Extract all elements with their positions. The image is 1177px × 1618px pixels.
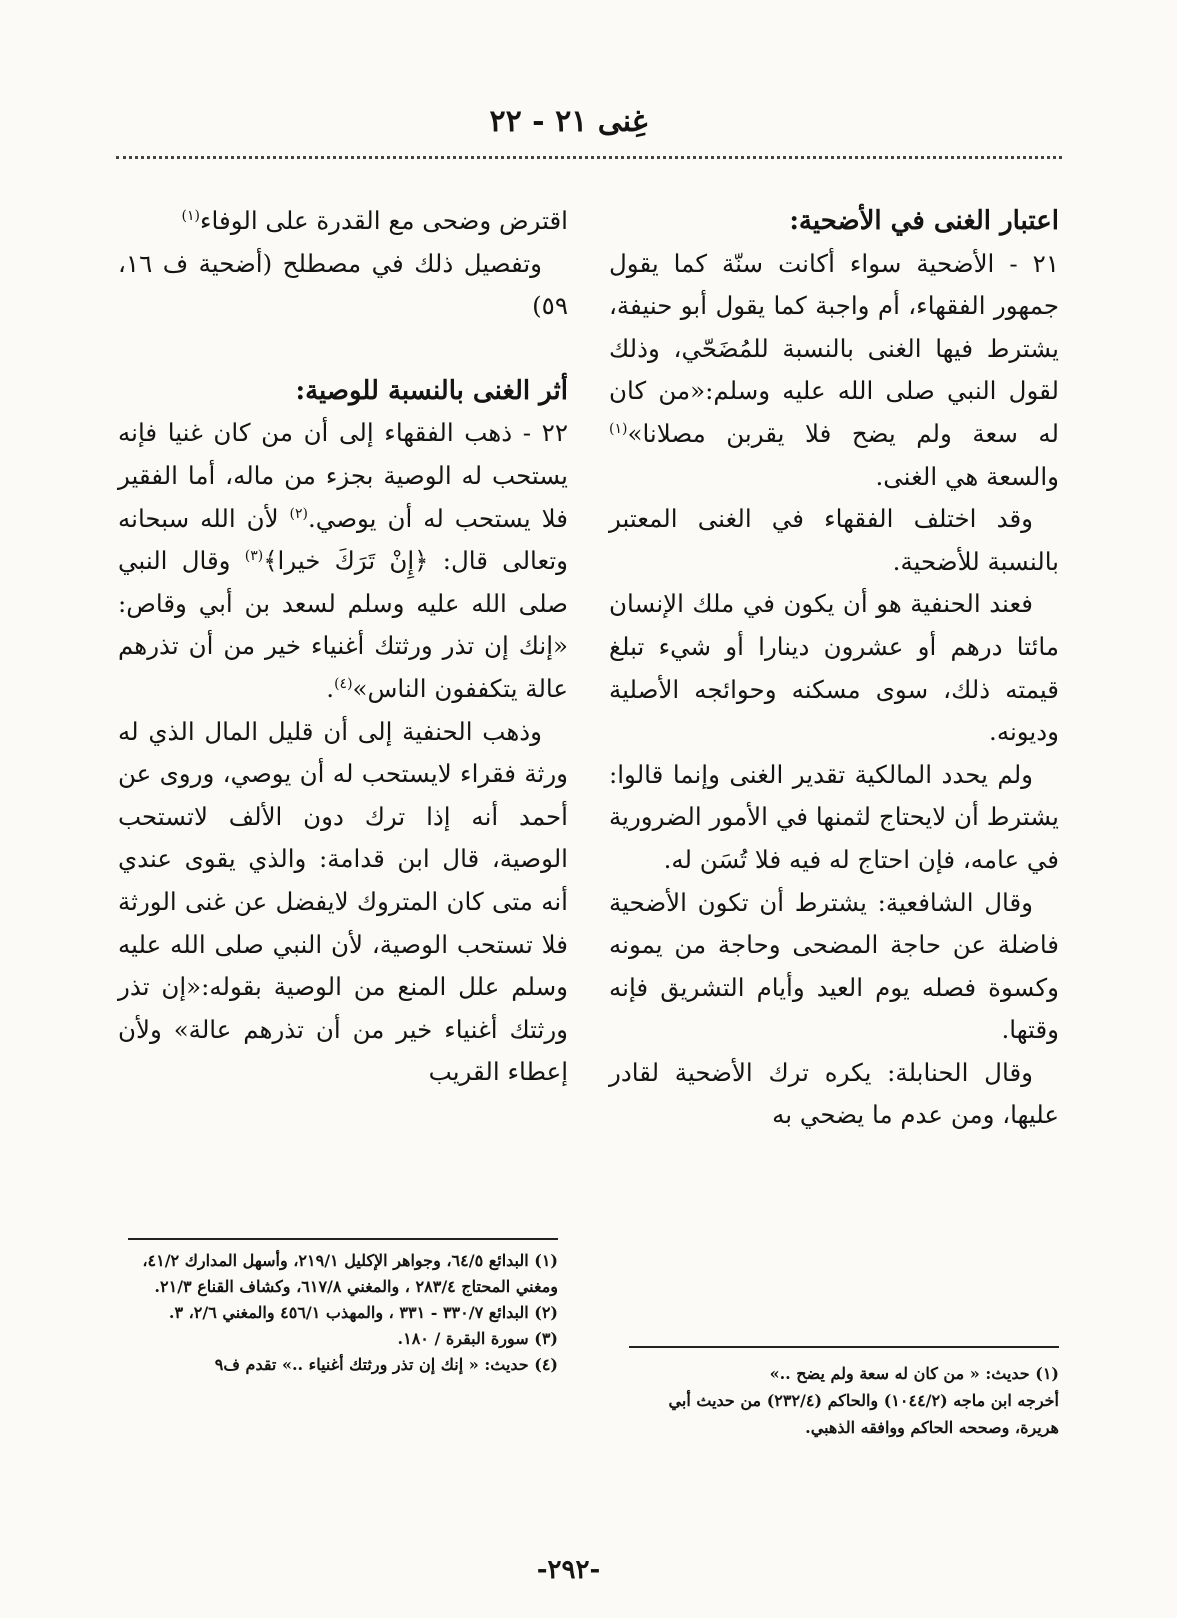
footnote-2: (٢) البدائع ٣٣٠/٧ - ٣٣١ ، والمهذب ٤٥٦/١ والمغني ٢/٦، ٣. [168, 1303, 558, 1322]
paragraph-shafii: وقال الشافعية: يشترط أن تكون الأضحية فاضلة عن حاجة المضحى وحاجة من يمونه وكسوة فصله يوم العيد وأيام التشريق فإنه وقتها. [609, 887, 1059, 1045]
footnotes-right [619, 1346, 1059, 1441]
footnote-ref: (١) [181, 207, 200, 224]
right-column [609, 200, 1059, 1137]
spacer [118, 328, 568, 370]
paragraph-text: وقال النبي صلى الله عليه وسلم لسعد بن أبي وقاص: «إنك إن تذر ورثتك أغنياء خير من أن تذرهم عالة يتكففون الناس» [118, 546, 568, 703]
paragraph-hanbali: وقال الحنابلة: يكره ترك الأضحية لقادر عليها، ومن عدم ما يضحي به [609, 1057, 1059, 1130]
footnote-rule [128, 1238, 558, 1240]
footnote-1-continued: أخرجه ابن ماجه (١٠٤٤/٢) والحاكم (٢٣٢/٤) من حديث أبي هريرة، وصححه الحاكم ووافقه الذهبي. [668, 1391, 1059, 1437]
paragraph-text: والسعة هي الغنى. [875, 461, 1059, 491]
footnote-4: (٤) حديث: « إنك إن تذر ورثتك أغنياء ..» تقدم ف٩ [214, 1355, 558, 1374]
footnote-1: (١) البدائع ٦٤/٥، وجواهر الإكليل ٢١٩/١، وأسهل المدارك ٤١/٢، ومغني المحتاج ٢٨٣/٤ ، والمغني ٦١٧/٨، وكشاف القناع ٢١/٣. [142, 1251, 558, 1296]
paragraph-21 [609, 243, 1059, 499]
footnote-3: (٣) سورة البقرة / ١٨٠. [397, 1329, 558, 1348]
footnote-ref: (٣) [244, 548, 264, 564]
paragraph-text: ٢٢ - ذهب الفقهاء إلى أن من كان غنيا فإنه يستحب له الوصية بجزء من ماله، أما الفقير فلا يستحب له أن يوصي. [118, 418, 568, 533]
footnotes-left [118, 1238, 558, 1378]
paragraph-22 [118, 412, 568, 710]
footnote-ref: (٢) [289, 505, 308, 522]
running-header [0, 104, 1177, 139]
header-dotted-rule [116, 156, 1062, 159]
paragraph-text: . [326, 673, 335, 703]
paragraph-hanafi-wasiyya: وذهب الحنفية إلى أن قليل المال الذي له ورثة فقراء لايستحب له أن يوصي، وروى عن أحمد أنه إذا ترك دون الألف لاتستحب الوصية، قال ابن قدامة: والذي يقوى عندي أنه متى كان المتروك لايفضل عن غنى الورثة فلا تستحب الوصية، لأن النبي صلى الله عليه وسلم علل المنع من الوصية بقوله:«إن تذر ورثتك أغنياء خير من أن تذرهم عالة» ولأن إعطاء القريب [118, 716, 568, 1087]
paragraph-continued [118, 200, 568, 243]
page-number [0, 1555, 1177, 1585]
section-heading-adhiya: اعتبار الغنى في الأضحية: [789, 206, 1059, 236]
paragraph-text: لأن الله سبحانه وتعالى قال: ﴿إِنْ تَرَكَ خيرا﴾ [118, 503, 568, 576]
footnote-ref: (١) [609, 420, 628, 437]
footnote-ref: (٤) [334, 675, 353, 692]
page-number-text: -٢٩٢- [536, 1555, 601, 1585]
left-column [118, 200, 568, 1094]
header-title: غِنى ٢١ - ٢٢ [489, 104, 648, 139]
paragraph-text: ٢١ - الأضحية سواء أكانت سنّة كما يقول جمهور الفقهاء، أم واجبة كما يقول أبو حنيفة، يشترط فيها الغنى بالنسبة للمُضَحّي، وذلك لقول النبي صلى الله عليه وسلم:«من كان له سعة ولم يضح فلا يقربن مصلانا» [609, 248, 1059, 448]
paragraph-hanafi: فعند الحنفية هو أن يكون في ملك الإنسان مائتا درهم أو عشرون دينارا أو شيء تبلغ قيمته ذلك، سوى مسكنه وحوائجه الأصلية وديونه. [609, 589, 1059, 747]
footnote-rule [629, 1346, 1059, 1348]
paragraph-text: اقترض وضحى مع القدرة على الوفاء [200, 206, 568, 235]
paragraph-cross-reference: وتفصيل ذلك في مصطلح (أضحية ف ١٦، ٥٩) [118, 248, 568, 321]
paragraph-maliki: ولم يحدد المالكية تقدير الغنى وإنما قالوا: يشترط أن لايحتاج لثمنها في الأمور الضرورية في عامه، فإن احتاج له فيه فلا تُسَن له. [609, 759, 1059, 874]
paragraph: وقد اختلف الفقهاء في الغنى المعتبر بالنسبة للأضحية. [609, 504, 1059, 576]
section-heading-wasiyya: أثر الغنى بالنسبة للوصية: [295, 375, 568, 406]
footnote-1: (١) حديث: « من كان له سعة ولم يضح ..» [769, 1364, 1059, 1383]
